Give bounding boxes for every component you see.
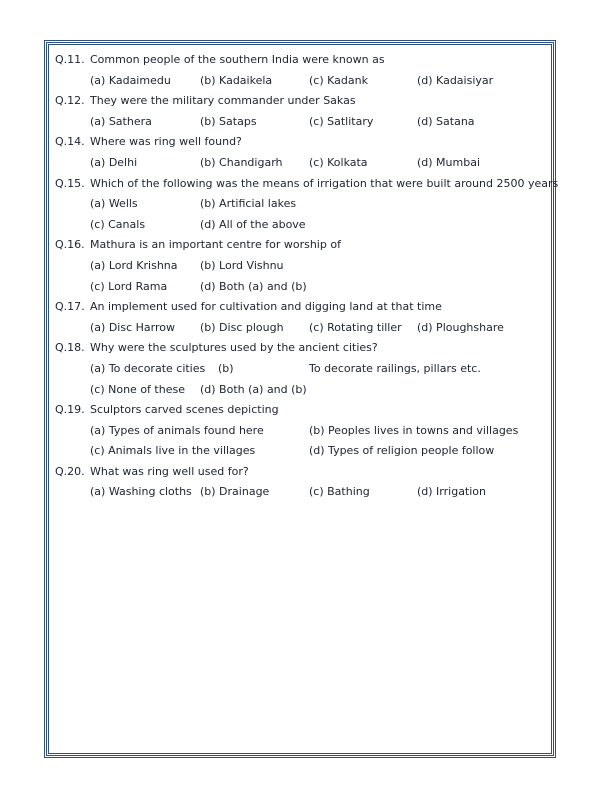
option-a: (a) Types of animals found here — [90, 423, 264, 437]
option-d: (d) Ploughshare — [417, 320, 504, 334]
option-row — [55, 441, 550, 462]
question-number: Q.11. — [55, 53, 85, 66]
option-b: (b) Kadaikela — [200, 73, 273, 87]
option-c: (c) Rotating tiller — [309, 320, 402, 334]
option-d: (d) Mumbai — [417, 155, 481, 169]
question-15 — [55, 174, 559, 195]
question-text: Mathura is an important centre for worship of — [90, 238, 341, 252]
option-d: (d) Both (a) and (b) — [200, 382, 307, 396]
option-row — [55, 421, 550, 442]
option-a: (a) To decorate cities — [90, 361, 206, 375]
option-c: (c) Animals live in the villages — [90, 444, 256, 458]
question-text: Sculptors carved scenes depicting — [90, 403, 279, 417]
question-text: Which of the following was the means of irrigation that were built around 2500 years — [90, 176, 559, 190]
option-row — [55, 153, 550, 174]
question-18 — [55, 338, 550, 359]
option-row — [55, 215, 550, 236]
option-b: (b) Sataps — [200, 114, 257, 128]
option-row — [55, 256, 550, 277]
option-a: (a) Kadaimedu — [90, 73, 171, 87]
option-c: (c) None of these — [90, 382, 185, 396]
option-row — [55, 112, 550, 133]
question-19 — [55, 400, 550, 421]
question-number: Q.15. — [55, 176, 85, 190]
option-row — [55, 380, 550, 401]
question-number: Q.18. — [55, 341, 85, 355]
option-row — [55, 318, 550, 339]
question-number: Q.12. — [55, 94, 85, 108]
question-text: What was ring well used for? — [90, 464, 249, 478]
option-b: (b) Lord Vishnu — [200, 258, 284, 272]
option-row — [55, 71, 550, 92]
option-c: (c) Bathing — [309, 485, 370, 499]
option-b: (b) Disc plough — [200, 320, 284, 334]
question-text: They were the military commander under Sakas — [90, 94, 356, 108]
option-b-text: To decorate railings, pillars etc. — [309, 361, 481, 375]
question-text: Why were the sculptures used by the ancient cities? — [90, 341, 378, 355]
question-text: An implement used for cultivation and digging land at that time — [90, 300, 442, 314]
question-number: Q.16. — [55, 238, 85, 252]
question-20 — [55, 462, 550, 483]
option-a: (a) Delhi — [90, 155, 138, 169]
option-a: (a) Washing cloths — [90, 485, 192, 499]
question-number: Q.14. — [55, 135, 85, 149]
option-d: (d) Irrigation — [417, 485, 487, 499]
option-row — [55, 277, 550, 298]
option-a: (a) Wells — [90, 197, 138, 211]
option-d: (d) All of the above — [200, 217, 306, 231]
question-number: Q.17. — [55, 300, 85, 314]
question-16 — [55, 235, 550, 256]
option-c: (c) Lord Rama — [90, 279, 168, 293]
option-row — [55, 482, 550, 503]
option-b: (b) — [218, 361, 234, 375]
question-text: Common people of the southern India were known as — [90, 53, 385, 66]
option-c: (c) Kadank — [309, 73, 368, 87]
question-number: Q.20. — [55, 464, 85, 478]
question-number: Q.19. — [55, 403, 85, 417]
option-c: (c) Satlitary — [309, 114, 374, 128]
option-d: (d) Satana — [417, 114, 475, 128]
option-d: (d) Kadaisiyar — [417, 73, 494, 87]
option-c: (c) Canals — [90, 217, 146, 231]
question-14 — [55, 132, 550, 153]
option-d: (d) Types of religion people follow — [309, 444, 495, 458]
option-b: (b) Drainage — [200, 485, 270, 499]
option-a: (a) Lord Krishna — [90, 258, 178, 272]
option-b: (b) Chandigarh — [200, 155, 283, 169]
question-text: Where was ring well found? — [90, 135, 242, 149]
option-a: (a) Sathera — [90, 114, 152, 128]
option-c: (c) Kolkata — [309, 155, 368, 169]
question-11 — [55, 50, 550, 71]
option-row — [55, 194, 550, 215]
question-list — [55, 50, 559, 503]
option-d: (d) Both (a) and (b) — [200, 279, 307, 293]
option-row — [55, 359, 550, 380]
question-12 — [55, 91, 550, 112]
question-17 — [55, 297, 550, 318]
option-b: (b) Peoples lives in towns and villages — [309, 423, 519, 437]
option-b: (b) Artificial lakes — [200, 197, 297, 211]
option-a: (a) Disc Harrow — [90, 320, 175, 334]
